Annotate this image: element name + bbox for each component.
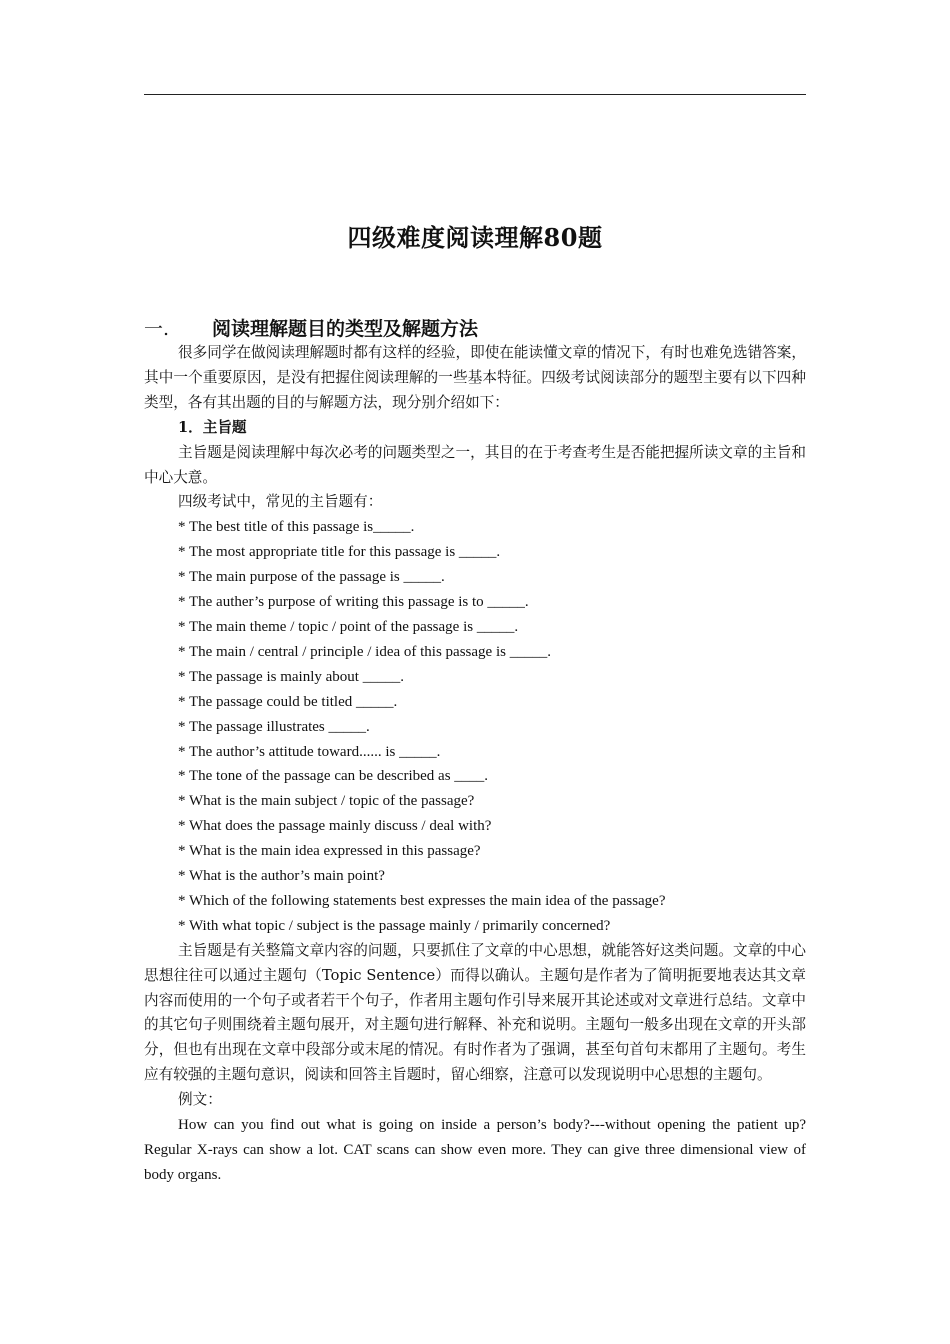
list-item: * The best title of this passage is_____. [178,519,415,536]
list-item: * The author’s attitude toward...... is _____. [178,743,441,760]
list-item: * What does the passage mainly discuss / deal with? [178,818,492,835]
header-rule [144,94,806,95]
list-item: * The main purpose of the passage is _____. [178,569,445,586]
list-item: * The main / central / principle / idea of this passage is _____. [178,643,551,660]
question-list [144,515,806,938]
section-heading [144,314,478,341]
list-item: * What is the main idea expressed in this passage? [178,843,481,860]
common-questions-lead: 四级考试中，常见的主旨题有： [178,493,383,511]
document-body [144,341,806,1188]
list-item: * The auther’s purpose of writing this passage is to _____. [178,594,529,611]
document-title: 四级难度阅读理解80题 [347,223,603,252]
list-item: * The main theme / topic / point of the passage is _____. [178,618,519,635]
explanation-paragraph: 主旨题是有关整篇文章内容的问题，只要抓住了文章的中心思想，就能答好这类问题。文章的中心思想往往可以通过主题句（Topic Sentence）而得以确认。主题句是作者为了简明扼要地表达其文章内容而使用的一个句子或者若干个句子，作者用主题句作引导来展开其论述或对文章进行总结。文章中的其它句子则围绕着主题句展开，对主题句进行解释、补充和说明。主题句一般多出现在文章的开头部分，但也有出现在文章中段部分或末尾的情况。有时作者为了强调，甚至句首句末都用了主题句。考生应有较强的主题句意识，阅读和回答主旨题时，留心细察，注意可以发现说明中心思想的主题句。 [144,941,806,1084]
list-item: * The passage could be titled _____. [178,693,398,710]
example-paragraph: How can you find out what is going on inside a person’s body?---without opening the patient up? Regular X-rays can show a lot. CAT scans can show even more. They can give three dimensional view of body organs. [144,1117,806,1183]
list-item: * Which of the following statements best expresses the main idea of the passage? [178,892,666,909]
example-label: 例文： [178,1091,222,1109]
list-item: * The most appropriate title for this passage is _____. [178,544,501,561]
section-number: 一. [144,318,170,340]
list-item: * The passage illustrates _____. [178,718,370,735]
section-heading-text: 阅读理解题目的类型及解题方法 [212,318,479,340]
list-item: * What is the author’s main point? [178,868,385,885]
intro-paragraph: 很多同学在做阅读理解题时都有这样的经验，即使在能读懂文章的情况下，有时也难免选错答案，其中一个重要原因，是没有把握住阅读理解的一些基本特征。四级考试阅读部分的题型主要有以下四种类型，各有其出题的目的与解题方法，现分别介绍如下： [144,344,806,411]
subsection-heading: 1．主旨题 [178,418,247,436]
list-item: * The passage is mainly about _____. [178,668,404,685]
list-item: * What is the main subject / topic of the passage? [178,793,475,810]
list-item: * With what topic / subject is the passage mainly / primarily concerned? [178,917,611,934]
list-item: * The tone of the passage can be described as ____. [178,768,489,785]
definition-paragraph: 主旨题是阅读理解中每次必考的问题类型之一，其目的在于考查考生是否能把握所读文章的主旨和中心大意。 [144,443,806,486]
